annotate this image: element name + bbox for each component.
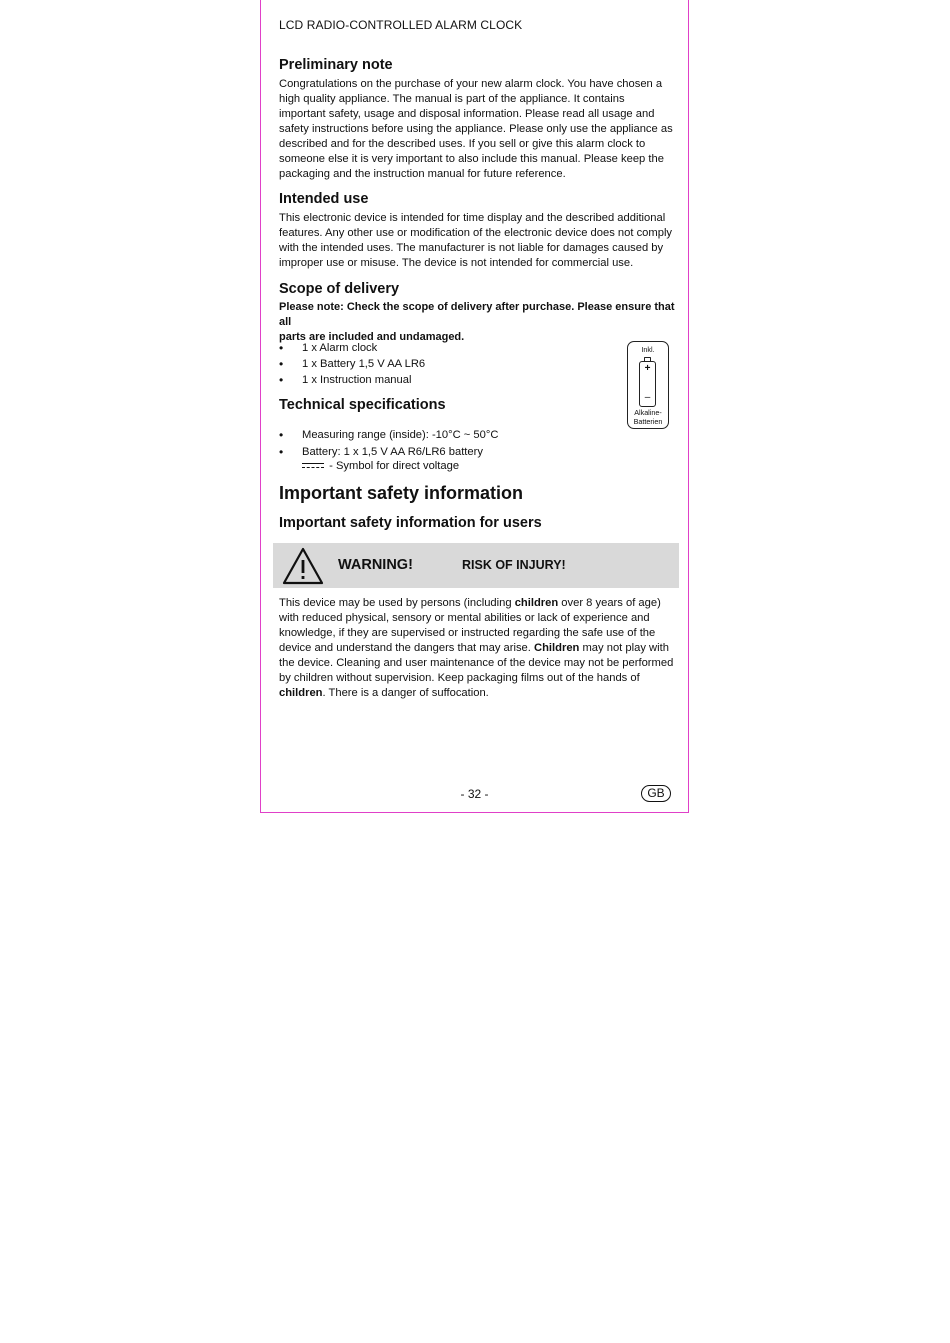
warning-risk: RISK OF INJURY! (462, 558, 566, 572)
alkaline-battery-badge (627, 341, 669, 429)
text-line: with the intended uses. The manufacturer is not liable for damages caused by (279, 242, 664, 254)
text-span: device and understand the dangers that may arise. (279, 642, 534, 654)
page-number: - 32 - (460, 787, 489, 801)
text-line: knowledge, if they are supervised or instructed regarding the safe use of the (279, 627, 656, 639)
safety-text (279, 596, 675, 701)
warning-banner (273, 543, 679, 588)
heading-preliminary-note: Preliminary note (279, 57, 393, 73)
preliminary-note-text (279, 77, 675, 182)
heading-important-safety: Important safety information (279, 483, 524, 503)
text-line: packaging and the instruction manual for future reference. (279, 168, 566, 180)
emphasis-children: Children (534, 642, 580, 654)
heading-intended-use: Intended use (279, 191, 369, 207)
badge-line: Alkaline- (634, 408, 662, 417)
text-line: Congratulations on the purchase of your new alarm clock. You have chosen a (279, 78, 663, 90)
text-span: This device may be used by persons (including (279, 597, 515, 609)
text-span: over 8 years of age) (558, 597, 661, 609)
running-header: LCD RADIO-CONTROLLED ALARM CLOCK (279, 18, 523, 32)
language-badge: GB (641, 785, 671, 802)
text-line (279, 686, 675, 701)
text-line (279, 641, 675, 656)
text-line: the device. Cleaning and user maintenance of the device may not be performed (279, 657, 674, 669)
text-line: with reduced physical, sensory or mental abilities or lack of experience and (279, 612, 650, 624)
delivery-list (279, 340, 599, 388)
intended-use-text (279, 211, 675, 271)
dc-symbol-text: - Symbol for direct voltage (326, 460, 460, 472)
text-span: may not play with (579, 642, 669, 654)
heading-safety-users: Important safety information for users (279, 515, 542, 531)
text-line: parts are included and undamaged. (279, 331, 465, 343)
dc-symbol-line (302, 459, 602, 474)
list-item: • 1 x Battery 1,5 V AA LR6 (279, 356, 599, 372)
text-line: improper use or misuse. The device is not intended for commercial use. (279, 257, 634, 269)
list-item: • 1 x Alarm clock (279, 340, 599, 356)
badge-top-text: Inkl. (641, 345, 655, 354)
text-line: described and for the described uses. If you sell or give this alarm clock to (279, 138, 646, 150)
text-line: This electronic device is intended for time display and the described additional (279, 212, 666, 224)
battery-minus: – (644, 392, 651, 403)
text-line: features. Any other use or modification of the electronic device does not comply (279, 227, 673, 239)
heading-scope-of-delivery: Scope of delivery (279, 281, 400, 297)
manual-page (260, 0, 689, 813)
heading-technical-specifications: Technical specifications (279, 397, 446, 413)
badge-line: Batterien (633, 417, 663, 426)
text-line (279, 596, 675, 611)
battery-plus: + (644, 363, 651, 374)
text-span: . There is a danger of suffocation. (322, 687, 489, 699)
text-line: safety instructions before using the appliance. Please only use the appliance as (279, 123, 673, 135)
text-line: Please note: Check the scope of delivery after purchase. Please ensure that all (279, 301, 675, 328)
text-line: important safety, usage and disposal information. Please read all usage and (279, 108, 655, 120)
battery-icon (639, 361, 656, 407)
text-line: someone else it is very important to also include this manual. Please keep the (279, 153, 664, 165)
badge-bottom-text (628, 408, 668, 426)
list-item: • Battery: 1 x 1,5 V AA R6/LR6 battery (279, 444, 599, 460)
emphasis-children: children (514, 597, 559, 609)
scope-note (279, 300, 675, 345)
list-item: • Measuring range (inside): -10°C ~ 50°C (279, 427, 599, 443)
direct-voltage-icon (302, 462, 324, 470)
text-line: high quality appliance. The manual is part of the appliance. It contains (279, 93, 625, 105)
emphasis-children: children (279, 687, 323, 699)
list-item: • 1 x Instruction manual (279, 372, 599, 388)
spec-list (279, 427, 599, 460)
warning-label: WARNING! (338, 557, 413, 573)
text-line: by children without supervision. Keep packaging films out of the hands of (279, 672, 640, 684)
warning-triangle-icon (281, 546, 325, 586)
